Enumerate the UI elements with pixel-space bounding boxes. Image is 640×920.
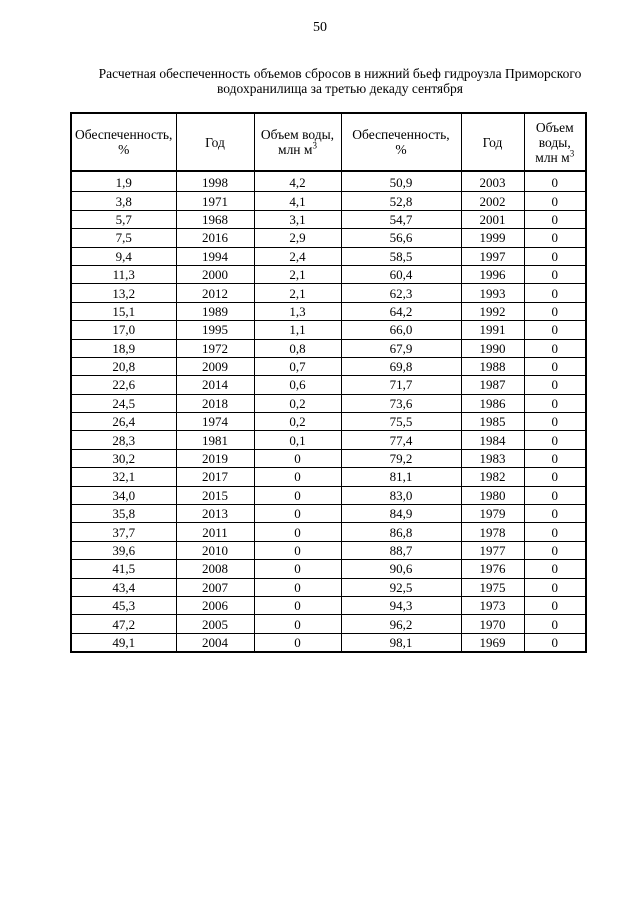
cell-probability-right: 64,2 [341, 302, 461, 320]
cell-probability-left: 28,3 [71, 431, 176, 449]
cell-year-right: 1985 [461, 413, 524, 431]
cell-probability-left: 34,0 [71, 486, 176, 504]
cell-volume-right: 0 [524, 247, 586, 265]
cell-year-right: 1970 [461, 615, 524, 633]
table-row [71, 376, 586, 394]
cell-probability-right: 73,6 [341, 394, 461, 412]
cell-probability-right: 54,7 [341, 210, 461, 228]
cell-volume-left: 2,4 [254, 247, 341, 265]
table-row [71, 413, 586, 431]
cell-year-left: 1989 [176, 302, 254, 320]
cell-volume-right: 0 [524, 541, 586, 559]
cell-volume-left: 0 [254, 468, 341, 486]
cell-year-left: 2013 [176, 505, 254, 523]
table-row [71, 284, 586, 302]
cell-year-right: 1975 [461, 578, 524, 596]
cell-year-left: 2011 [176, 523, 254, 541]
caption-line-1: Расчетная обеспеченность объемов сбросов в нижний бьеф гидроузла Приморского [98, 66, 582, 81]
cell-volume-left: 2,9 [254, 229, 341, 247]
cell-probability-right: 60,4 [341, 265, 461, 283]
cell-year-right: 1987 [461, 376, 524, 394]
table-row [71, 394, 586, 412]
cell-probability-right: 84,9 [341, 505, 461, 523]
header-row [71, 113, 586, 171]
cell-year-right: 1993 [461, 284, 524, 302]
cell-probability-left: 32,1 [71, 468, 176, 486]
header-year-left: Год [176, 113, 254, 171]
cell-year-right: 1999 [461, 229, 524, 247]
cell-volume-left: 0 [254, 486, 341, 504]
cell-probability-left: 35,8 [71, 505, 176, 523]
cell-year-right: 1977 [461, 541, 524, 559]
cell-year-left: 1981 [176, 431, 254, 449]
cell-year-left: 2000 [176, 265, 254, 283]
cell-volume-left: 0,1 [254, 431, 341, 449]
cell-year-right: 1978 [461, 523, 524, 541]
cell-probability-left: 37,7 [71, 523, 176, 541]
cell-probability-right: 90,6 [341, 560, 461, 578]
cell-volume-right: 0 [524, 560, 586, 578]
table-row [71, 505, 586, 523]
cell-probability-right: 75,5 [341, 413, 461, 431]
page-number: 50 [313, 20, 327, 35]
cell-probability-right: 88,7 [341, 541, 461, 559]
table-row [71, 596, 586, 614]
cell-year-right: 1990 [461, 339, 524, 357]
cell-probability-left: 39,6 [71, 541, 176, 559]
cell-volume-right: 0 [524, 210, 586, 228]
cell-probability-left: 24,5 [71, 394, 176, 412]
table-row [71, 229, 586, 247]
cell-year-left: 2007 [176, 578, 254, 596]
cell-year-right: 1996 [461, 265, 524, 283]
header-probability-left: Обеспеченность, % [71, 113, 176, 171]
cell-volume-left: 4,2 [254, 171, 341, 192]
cell-volume-left: 3,1 [254, 210, 341, 228]
cell-probability-left: 13,2 [71, 284, 176, 302]
cell-probability-right: 86,8 [341, 523, 461, 541]
cell-volume-right: 0 [524, 302, 586, 320]
cell-volume-right: 0 [524, 449, 586, 467]
cell-year-right: 1992 [461, 302, 524, 320]
cell-volume-left: 0,2 [254, 394, 341, 412]
table-row [71, 615, 586, 633]
cell-volume-left: 0,8 [254, 339, 341, 357]
cell-year-left: 1995 [176, 321, 254, 339]
cell-year-left: 1994 [176, 247, 254, 265]
cell-probability-left: 15,1 [71, 302, 176, 320]
cell-year-right: 1997 [461, 247, 524, 265]
cell-volume-right: 0 [524, 394, 586, 412]
cell-year-left: 2014 [176, 376, 254, 394]
table-row [71, 339, 586, 357]
cell-volume-left: 2,1 [254, 265, 341, 283]
cell-volume-left: 1,1 [254, 321, 341, 339]
cell-probability-left: 3,8 [71, 192, 176, 210]
cell-volume-left: 0 [254, 523, 341, 541]
table-body [71, 171, 586, 652]
cell-volume-right: 0 [524, 633, 586, 652]
cell-volume-left: 0 [254, 560, 341, 578]
table-row [71, 541, 586, 559]
cell-probability-right: 58,5 [341, 247, 461, 265]
cell-probability-left: 18,9 [71, 339, 176, 357]
cell-volume-left: 0,7 [254, 357, 341, 375]
cell-volume-right: 0 [524, 376, 586, 394]
cell-probability-left: 17,0 [71, 321, 176, 339]
cell-year-left: 2018 [176, 394, 254, 412]
cell-probability-left: 26,4 [71, 413, 176, 431]
table-row [71, 578, 586, 596]
cell-probability-right: 50,9 [341, 171, 461, 192]
table-row [71, 302, 586, 320]
header-volume-right: Объем воды, млн $м^3$ [524, 113, 586, 171]
cell-volume-left: 4,1 [254, 192, 341, 210]
cell-year-left: 1974 [176, 413, 254, 431]
header-volume-left: Объем воды, млн $м^3$ [254, 113, 341, 171]
cell-volume-left: 0 [254, 578, 341, 596]
cell-probability-left: 1,9 [71, 171, 176, 192]
cell-probability-right: 79,2 [341, 449, 461, 467]
cell-volume-right: 0 [524, 505, 586, 523]
cell-volume-left: 0 [254, 505, 341, 523]
cell-probability-right: 71,7 [341, 376, 461, 394]
cell-probability-right: 56,6 [341, 229, 461, 247]
cell-volume-left: 0 [254, 541, 341, 559]
cell-year-right: 1983 [461, 449, 524, 467]
cell-volume-right: 0 [524, 171, 586, 192]
table-caption [90, 66, 590, 96]
table-row [71, 192, 586, 210]
table-row [71, 265, 586, 283]
cell-volume-left: 0,6 [254, 376, 341, 394]
cell-year-right: 1976 [461, 560, 524, 578]
cell-year-left: 2012 [176, 284, 254, 302]
cell-volume-right: 0 [524, 468, 586, 486]
cell-probability-right: 94,3 [341, 596, 461, 614]
cell-volume-left: 0 [254, 449, 341, 467]
table-row [71, 468, 586, 486]
cell-volume-left: 0 [254, 615, 341, 633]
table-row [71, 321, 586, 339]
cell-probability-right: 62,3 [341, 284, 461, 302]
cell-year-left: 2015 [176, 486, 254, 504]
cell-probability-left: 9,4 [71, 247, 176, 265]
cell-probability-left: 22,6 [71, 376, 176, 394]
cell-volume-right: 0 [524, 339, 586, 357]
cell-probability-right: 77,4 [341, 431, 461, 449]
cell-year-left: 1972 [176, 339, 254, 357]
cell-year-right: 1979 [461, 505, 524, 523]
cell-volume-right: 0 [524, 523, 586, 541]
cell-probability-right: 83,0 [341, 486, 461, 504]
cell-volume-right: 0 [524, 192, 586, 210]
cell-probability-left: 7,5 [71, 229, 176, 247]
cell-volume-left: 0 [254, 596, 341, 614]
table-row [71, 357, 586, 375]
cell-volume-right: 0 [524, 486, 586, 504]
cell-volume-right: 0 [524, 321, 586, 339]
cell-volume-right: 0 [524, 431, 586, 449]
caption-line-2: водохранилища за третью декаду сентября [217, 81, 463, 96]
cell-year-right: 1969 [461, 633, 524, 652]
cell-volume-left: 1,3 [254, 302, 341, 320]
cell-year-left: 2008 [176, 560, 254, 578]
cell-volume-right: 0 [524, 413, 586, 431]
header-probability-right: Обеспеченность, % [341, 113, 461, 171]
cell-year-left: 1968 [176, 210, 254, 228]
cell-volume-right: 0 [524, 265, 586, 283]
cell-year-right: 1982 [461, 468, 524, 486]
cell-year-right: 2001 [461, 210, 524, 228]
cell-year-left: 2017 [176, 468, 254, 486]
cell-year-right: 2003 [461, 171, 524, 192]
cell-probability-right: 69,8 [341, 357, 461, 375]
cell-probability-left: 30,2 [71, 449, 176, 467]
probability-table [70, 112, 587, 653]
cell-volume-left: 2,1 [254, 284, 341, 302]
table-row [71, 486, 586, 504]
cell-probability-left: 47,2 [71, 615, 176, 633]
table-row [71, 523, 586, 541]
cell-year-left: 2004 [176, 633, 254, 652]
cell-year-left: 1971 [176, 192, 254, 210]
table-row [71, 560, 586, 578]
cell-year-left: 2016 [176, 229, 254, 247]
cell-probability-right: 67,9 [341, 339, 461, 357]
table-row [71, 449, 586, 467]
cell-volume-left: 0 [254, 633, 341, 652]
cell-volume-right: 0 [524, 578, 586, 596]
cell-probability-left: 11,3 [71, 265, 176, 283]
cell-volume-right: 0 [524, 229, 586, 247]
table-row [71, 210, 586, 228]
cell-volume-right: 0 [524, 615, 586, 633]
cell-probability-right: 92,5 [341, 578, 461, 596]
cell-probability-right: 98,1 [341, 633, 461, 652]
cell-year-right: 1984 [461, 431, 524, 449]
cell-probability-left: 43,4 [71, 578, 176, 596]
header-year-right: Год [461, 113, 524, 171]
cell-probability-left: 45,3 [71, 596, 176, 614]
cell-volume-left: 0,2 [254, 413, 341, 431]
cell-probability-right: 52,8 [341, 192, 461, 210]
cell-year-right: 1973 [461, 596, 524, 614]
cell-year-right: 1988 [461, 357, 524, 375]
cell-probability-left: 49,1 [71, 633, 176, 652]
cell-year-left: 2006 [176, 596, 254, 614]
cell-probability-left: 41,5 [71, 560, 176, 578]
cell-year-right: 1986 [461, 394, 524, 412]
cell-volume-right: 0 [524, 357, 586, 375]
cell-year-left: 2010 [176, 541, 254, 559]
table-row [71, 633, 586, 652]
cell-probability-right: 81,1 [341, 468, 461, 486]
cell-probability-right: 66,0 [341, 321, 461, 339]
cell-year-left: 1998 [176, 171, 254, 192]
cell-year-left: 2009 [176, 357, 254, 375]
cell-year-left: 2019 [176, 449, 254, 467]
cell-probability-left: 5,7 [71, 210, 176, 228]
cell-volume-right: 0 [524, 284, 586, 302]
table-row [71, 431, 586, 449]
cell-probability-right: 96,2 [341, 615, 461, 633]
cell-year-left: 2005 [176, 615, 254, 633]
cell-volume-right: 0 [524, 596, 586, 614]
cell-probability-left: 20,8 [71, 357, 176, 375]
cell-year-right: 1991 [461, 321, 524, 339]
cell-year-right: 1980 [461, 486, 524, 504]
table-row [71, 247, 586, 265]
table-row [71, 171, 586, 192]
cell-year-right: 2002 [461, 192, 524, 210]
